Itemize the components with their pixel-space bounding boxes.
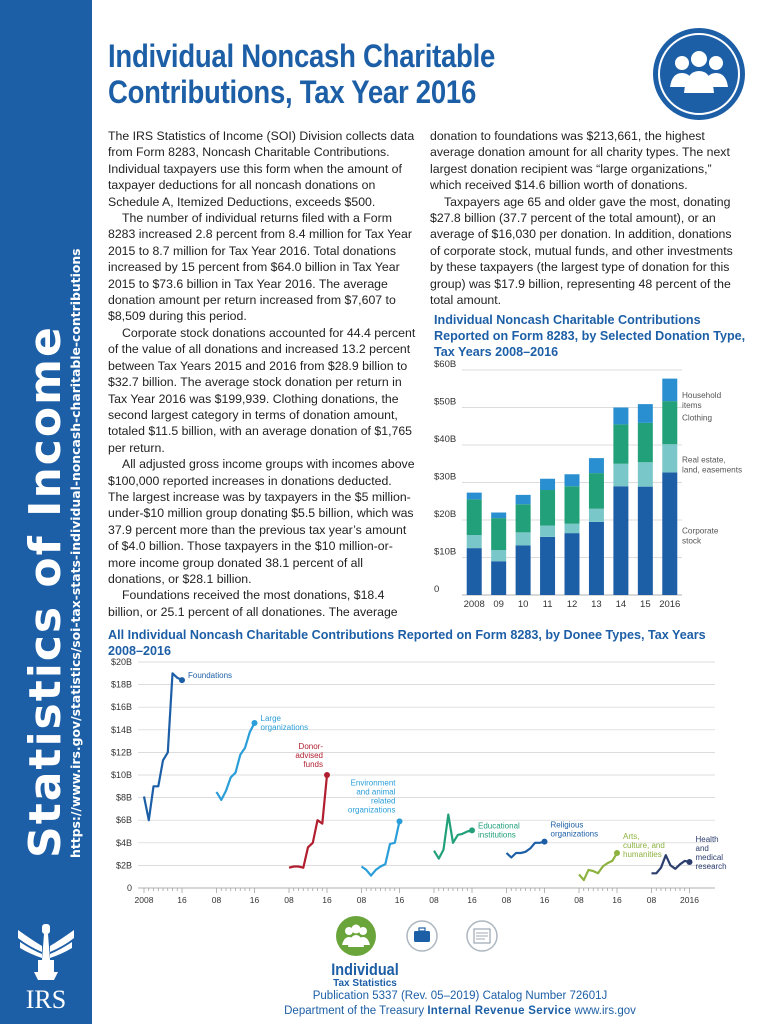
irs-eagle-icon xyxy=(14,920,78,984)
bar-segment xyxy=(638,487,653,595)
bar-segment xyxy=(516,495,531,504)
department-line xyxy=(200,1005,720,1017)
series-label-line: culture, and xyxy=(623,840,665,850)
bar-segment xyxy=(638,462,653,486)
series-label xyxy=(682,391,722,410)
bar-segment xyxy=(467,535,482,548)
bar-segment xyxy=(662,379,677,402)
series-label-line: institutions xyxy=(478,830,516,840)
series-label-line: Donor- xyxy=(298,742,323,751)
x-tick-label: 12 xyxy=(566,599,578,610)
y-tick-label: $20B xyxy=(434,509,457,520)
line-chart-title: All Individual Noncash Charitable Contributions Reported on Form 8283, by Donee Types, Tax Years 2008–2016 xyxy=(108,628,706,658)
series-label-line: items xyxy=(682,400,702,410)
series-label-line: Clothing xyxy=(682,413,713,423)
bar-segment xyxy=(516,546,531,596)
x-tick-label: 08 xyxy=(284,895,294,905)
paragraph: Taxpayers age 65 and older gave the most, donating $27.8 billion (37.7 percent of the total amount), or an average of $16,030 per donation. In addition, donations of corporate stock, mutual funds, and other investments by these taxpayers (the largest type of donation for this group) was $17.9 billion, representing 48 percent of the total amount. xyxy=(430,194,733,308)
bar-segment xyxy=(589,522,604,595)
stacked-bar-chart xyxy=(430,359,760,618)
series-label-line: Foundations xyxy=(188,671,233,681)
irs-logo-text: IRS xyxy=(25,985,67,1014)
bar-segment xyxy=(613,464,628,487)
x-tick-label: 11 xyxy=(542,599,553,610)
series-endpoint xyxy=(179,677,185,683)
paragraph: All adjusted gross income groups with incomes above $100,000 reported increases in donations deducted. The largest increase was by taxpayers in the $5 million-under-$10 million group donating $5.5 billion, which was 37.9 percent more than the previous tax year’s amount of $4.0 billion. Those taxpayers in the $10 million-or-more income group donated 38.1 percent of all donations, or $28.1 billion. xyxy=(108,457,415,586)
series-label-line: and xyxy=(695,844,709,854)
series-label-line: humanities xyxy=(623,849,662,859)
dept-prefix: Department of the Treasury xyxy=(284,1005,425,1017)
bar-segment xyxy=(516,532,531,545)
series-line xyxy=(434,815,472,859)
series-label-line: medical xyxy=(695,853,724,863)
series-endpoint xyxy=(252,720,258,726)
bar-segment xyxy=(467,548,482,595)
series-label-line: Corporate xyxy=(682,526,719,536)
bar-segment xyxy=(491,561,506,595)
series-endpoint xyxy=(397,818,403,824)
sidebar-title: Statistics of Income xyxy=(20,325,71,858)
series-label-line: organizations xyxy=(347,805,396,815)
paragraph: donation to foundations was $213,661, the highest average donation amount for all charity types. The next largest donation recipient was “large organizations,” which received $14.6 billion worth of donations. xyxy=(430,129,730,193)
x-tick-label: 13 xyxy=(591,599,602,610)
page-title: Individual Noncash Charitable Contributions, Tax Year 2016 xyxy=(108,38,496,110)
y-tick-label: $2B xyxy=(115,860,132,871)
series-label-line: stock xyxy=(682,536,702,546)
series-line xyxy=(144,673,182,820)
x-tick-label: 08 xyxy=(356,895,367,905)
series-endpoint xyxy=(542,839,548,845)
series-line xyxy=(507,842,545,858)
x-tick-label: 16 xyxy=(539,895,550,905)
series-line xyxy=(289,775,327,868)
bar-segment xyxy=(467,493,482,500)
series-label-line: advised xyxy=(295,751,323,760)
paragraph: The number of individual returns filed with a Form 8283 increased 2.8 percent from 8.4 million for Tax Year 2015 to 8.7 million for Tax Year 2016. Total donations increased by 15 percent from $64.0 billion in Tax Year 2015 to $73.6 billion in Tax Year 2016. The average donation amount per return increased from $7,607 to $8,509 during this period. xyxy=(108,211,412,324)
irs-name: Internal Revenue Service xyxy=(427,1005,572,1017)
individual-label: Individual xyxy=(331,960,399,979)
bar-segment xyxy=(613,424,628,463)
x-tick-label: 16 xyxy=(322,895,332,905)
x-tick-label: 08 xyxy=(501,895,512,905)
y-tick-label: $8B xyxy=(115,792,132,803)
briefcase-icon xyxy=(407,921,437,951)
bar-segment xyxy=(540,490,555,526)
bar-segment xyxy=(589,458,604,473)
x-tick-label: 2008 xyxy=(463,599,485,610)
series-label xyxy=(478,821,520,839)
bar-segment xyxy=(491,550,506,561)
x-tick-label: 08 xyxy=(574,895,584,905)
bar-segment xyxy=(589,509,604,522)
x-tick-label: 16 xyxy=(467,895,477,905)
series-endpoint xyxy=(687,859,693,865)
small-multiples-line-chart xyxy=(100,655,727,910)
series-label-line: Real estate, xyxy=(682,455,726,465)
series-label-line: organizations xyxy=(260,723,309,733)
series-endpoint xyxy=(614,850,620,856)
x-tick-label: 16 xyxy=(612,895,622,905)
series-label xyxy=(348,778,396,814)
series-line xyxy=(217,723,255,800)
bar-segment xyxy=(565,533,580,595)
y-tick-label: $10B xyxy=(110,770,132,780)
series-label xyxy=(623,832,665,859)
series-label-line: related xyxy=(371,796,396,806)
y-tick-label: $18B xyxy=(110,679,132,690)
series-label-line: Health xyxy=(695,835,719,845)
series-label xyxy=(261,714,309,732)
bar-segment xyxy=(662,444,677,472)
y-tick-label: $60B xyxy=(434,359,457,370)
publication-line: Publication 5337 (Rev. 05–2019) Catalog Number 72601J xyxy=(312,990,608,1002)
x-tick-label: 10 xyxy=(517,599,529,610)
y-tick-label: $16B xyxy=(110,702,132,713)
x-tick-label: 08 xyxy=(211,895,222,905)
x-tick-label: 08 xyxy=(429,895,439,905)
series-label-line: research xyxy=(695,862,727,872)
paragraph: The IRS Statistics of Income (SOI) Division collects data from Form 8283, Noncash Charitable Contributions. Individual taxpayers use this form when the amount of taxpayer deductions for all noncash donations on Schedule A, Itemized Deductions, exceeds $500. xyxy=(108,129,415,209)
x-tick-label: 15 xyxy=(640,599,651,610)
bar-segment xyxy=(662,472,677,595)
series-label xyxy=(188,671,232,680)
series-label-line: Household xyxy=(682,390,722,400)
bar-segment xyxy=(467,499,482,535)
bar-segment xyxy=(540,537,555,595)
series-label-line: funds xyxy=(303,760,323,769)
y-tick-label: $40B xyxy=(434,434,457,445)
y-tick-label: $14B xyxy=(110,724,132,735)
body-column-right xyxy=(430,128,742,308)
series-endpoint xyxy=(469,827,475,833)
y-tick-label: 0 xyxy=(126,883,132,893)
tax-statistics-label: Tax Statistics xyxy=(333,978,397,989)
y-tick-label: $6B xyxy=(115,815,132,826)
form-icon xyxy=(467,921,497,951)
x-tick-label: 16 xyxy=(177,895,187,905)
series-label-line: land, easements xyxy=(682,465,743,475)
y-tick-label: $4B xyxy=(115,837,132,848)
x-tick-label: 08 xyxy=(646,895,657,905)
y-tick-label: $30B xyxy=(434,471,457,483)
y-tick-label: $50B xyxy=(434,396,457,408)
paragraph: Corporate stock donations accounted for 44.4 percent of the value of all donations and increased 13.2 percent between Tax Years 2015 and 2016 from $28.9 billion to $32.7 billion. The average stock donation per return in Tax Year 2016 was $199,939. Clothing donations, the second largest category in terms of donation amount, totaled $11.5 billion, with an average donation of $1,765 per return. xyxy=(108,325,416,455)
sidebar-url[interactable]: https://www.irs.gov/statistics/soi-tax-stats-individual-noncash-charitable-contributions xyxy=(68,248,83,858)
series-label xyxy=(682,455,742,474)
series-label-line: organizations xyxy=(550,829,599,839)
bar-segment xyxy=(491,518,506,550)
series-line xyxy=(579,853,617,880)
bar-segment xyxy=(540,479,555,490)
series-label-line: Arts, xyxy=(623,831,640,841)
irs-url[interactable]: www.irs.gov xyxy=(574,1005,636,1017)
series-label xyxy=(682,414,712,423)
x-tick-label: 09 xyxy=(493,599,504,610)
series-label-line: Religious xyxy=(550,820,584,830)
bar-segment xyxy=(662,401,677,444)
x-tick-label: 2016 xyxy=(680,895,699,905)
bar-segment xyxy=(565,524,580,533)
bar-segment xyxy=(516,504,531,532)
bar-segment xyxy=(638,423,653,462)
bar-segment xyxy=(638,404,653,423)
bar-segment xyxy=(589,473,604,509)
x-tick-label: 2008 xyxy=(134,895,154,905)
x-tick-label: 16 xyxy=(249,895,260,905)
y-tick-label: 0 xyxy=(434,584,440,595)
series-endpoint xyxy=(324,772,330,778)
people-icon xyxy=(652,27,746,121)
bar-segment xyxy=(565,486,580,524)
bar-chart-title: Individual Noncash Charitable Contributions Reported on Form 8283, by Selected Donation Type, Tax Years 2008–2016 xyxy=(434,313,746,359)
series-label-line: Large xyxy=(260,714,281,724)
footer-icons xyxy=(332,915,522,957)
series-label xyxy=(295,742,323,769)
x-tick-label: 14 xyxy=(615,599,627,610)
bar-segment xyxy=(565,474,580,486)
series-label-line: Environment xyxy=(350,778,396,788)
y-tick-label: $20B xyxy=(110,657,132,667)
series-label-line: Educational xyxy=(478,821,520,831)
series-line xyxy=(362,821,400,875)
y-tick-label: $10B xyxy=(434,546,457,558)
bar-segment xyxy=(613,486,628,595)
bar-segment xyxy=(491,513,506,519)
body-column-left xyxy=(108,128,416,620)
sidebar xyxy=(0,0,92,1024)
people-icon xyxy=(336,916,376,956)
series-label-line: and animal xyxy=(356,787,396,797)
series-label xyxy=(551,821,599,839)
bar-segment xyxy=(540,526,555,537)
series-label xyxy=(682,527,719,546)
x-tick-label: 2016 xyxy=(659,599,681,610)
x-tick-label: 16 xyxy=(394,895,405,905)
series-label xyxy=(696,835,727,871)
y-tick-label: $12B xyxy=(110,747,132,758)
paragraph: Foundations received the most donations, $18.4 billion, or 25.1 percent of all donationes. The average xyxy=(108,588,398,619)
bar-segment xyxy=(613,408,628,425)
